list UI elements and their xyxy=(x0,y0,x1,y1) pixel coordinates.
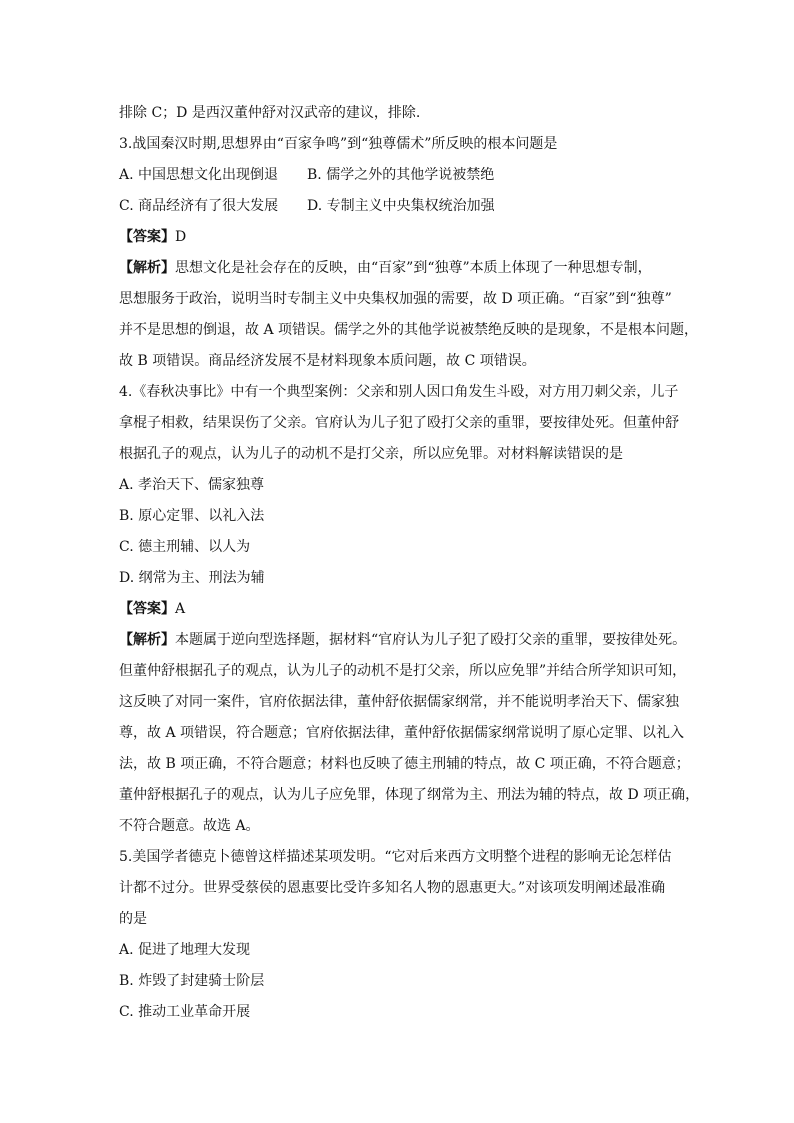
q3-stem: 3.战国秦汉时期,思想界由“百家争鸣”到“独尊儒术”所反映的根本问题是 xyxy=(119,136,558,152)
q3-option-a: A. 中国思想文化出现倒退 xyxy=(119,167,279,183)
q3-analysis-text: 思想文化是社会存在的反映，由“百家”到“独尊”本质上体现了一种思想专制， xyxy=(175,260,652,276)
q3-answer-label: 【答案】 xyxy=(119,229,175,245)
q4-analysis-label: 【解析】 xyxy=(119,632,175,648)
continuation-text: 排除 C；D 是西汉董仲舒对汉武帝的建议，排除. xyxy=(119,105,421,121)
q4-answer-label: 【答案】 xyxy=(119,601,175,617)
q4-option-c: C. 德主刑辅、以人为 xyxy=(119,539,251,555)
q4-option-d: D. 纲常为主、刑法为辅 xyxy=(119,570,265,586)
q4-option-b: B. 原心定罪、以礼入法 xyxy=(119,508,265,524)
q4-analysis-line: 这反映了对同一案件，官府依据法律，董仲舒依据儒家纲常，并不能说明孝治天下、儒家独 xyxy=(119,694,679,710)
q3-answer xyxy=(119,222,679,253)
q3-option-d: D. 专制主义中央集权统治加强 xyxy=(307,198,495,214)
q4-option-a: A. 孝治天下、儒家独尊 xyxy=(119,477,265,493)
q3-options-row-2 xyxy=(119,191,679,222)
q4-stem-line: 拿棍子相救，结果误伤了父亲。官府认为儿子犯了殴打父亲的重罪，要按律处死。但董仲舒 xyxy=(119,415,679,431)
q4-analysis-line: 不符合题意。故选 A。 xyxy=(119,818,260,834)
q4-answer xyxy=(119,594,679,625)
q3-answer-value: D xyxy=(175,229,187,245)
q3-option-c: C. 商品经济有了很大发展 xyxy=(119,198,279,214)
q3-analysis-label: 【解析】 xyxy=(119,260,175,276)
q3-options-row-1 xyxy=(119,160,679,191)
q3-option-b: B. 儒学之外的其他学说被禁绝 xyxy=(307,167,495,183)
q4-answer-value: A xyxy=(175,601,186,617)
q3-analysis-line xyxy=(119,253,679,284)
q5-option-c: C. 推动工业革命开展 xyxy=(119,1004,251,1020)
q3-analysis-line: 并不是思想的倒退，故 A 项错误。儒学之外的其他学说被禁绝反映的是现象，不是根本问题， xyxy=(119,322,699,338)
q5-stem-line: 的是 xyxy=(119,911,147,927)
q5-stem-line: 计都不过分。世界受蔡侯的恩惠要比受许多知名人物的恩惠更大。”对该项发明阐述最准确 xyxy=(119,880,666,896)
q4-stem-line: 4.《春秋决事比》中有一个典型案例：父亲和别人因口角发生斗殴，对方用刀刺父亲，儿子 xyxy=(119,384,679,400)
q4-analysis-line: 但董仲舒根据孔子的观点，认为儿子的动机不是打父亲，所以应免罪”并结合所学知识可知， xyxy=(119,663,687,679)
q3-analysis-line: 故 B 项错误。商品经济发展不是材料现象本质问题，故 C 项错误。 xyxy=(119,353,536,369)
q4-stem-line: 根据孔子的观点，认为儿子的动机不是打父亲，所以应免罪。对材料解读错误的是 xyxy=(119,446,623,462)
q4-analysis-line: 尊，故 A 项错误，符合题意；官府依据法律，董仲舒依据儒家纲常说明了原心定罪、以礼入 xyxy=(119,725,685,741)
q4-analysis-text: 本题属于逆向型选择题，据材料“官府认为儿子犯了殴打父亲的重罪，要按律处死。 xyxy=(175,632,687,648)
page-content xyxy=(119,98,700,1028)
q5-option-b: B. 炸毁了封建骑士阶层 xyxy=(119,973,265,989)
q5-stem-line: 5.美国学者德克卜德曾这样描述某项发明。“它对后来西方文明整个进程的影响无论怎样估 xyxy=(119,849,672,865)
q5-option-a: A. 促进了地理大发现 xyxy=(119,942,251,958)
q4-analysis-line: 董仲舒根据孔子的观点，认为儿子应免罪，体现了纲常为主、刑法为辅的特点，故 D 项正确， xyxy=(119,787,700,803)
q3-analysis-line: 思想服务于政治，说明当时专制主义中央集权加强的需要，故 D 项正确。“百家”到“独尊” xyxy=(119,291,672,307)
q4-analysis-line: 法，故 B 项正确，不符合题意；材料也反映了德主刑辅的特点，故 C 项正确，不符合题意； xyxy=(119,756,690,772)
q4-analysis-line xyxy=(119,625,687,656)
